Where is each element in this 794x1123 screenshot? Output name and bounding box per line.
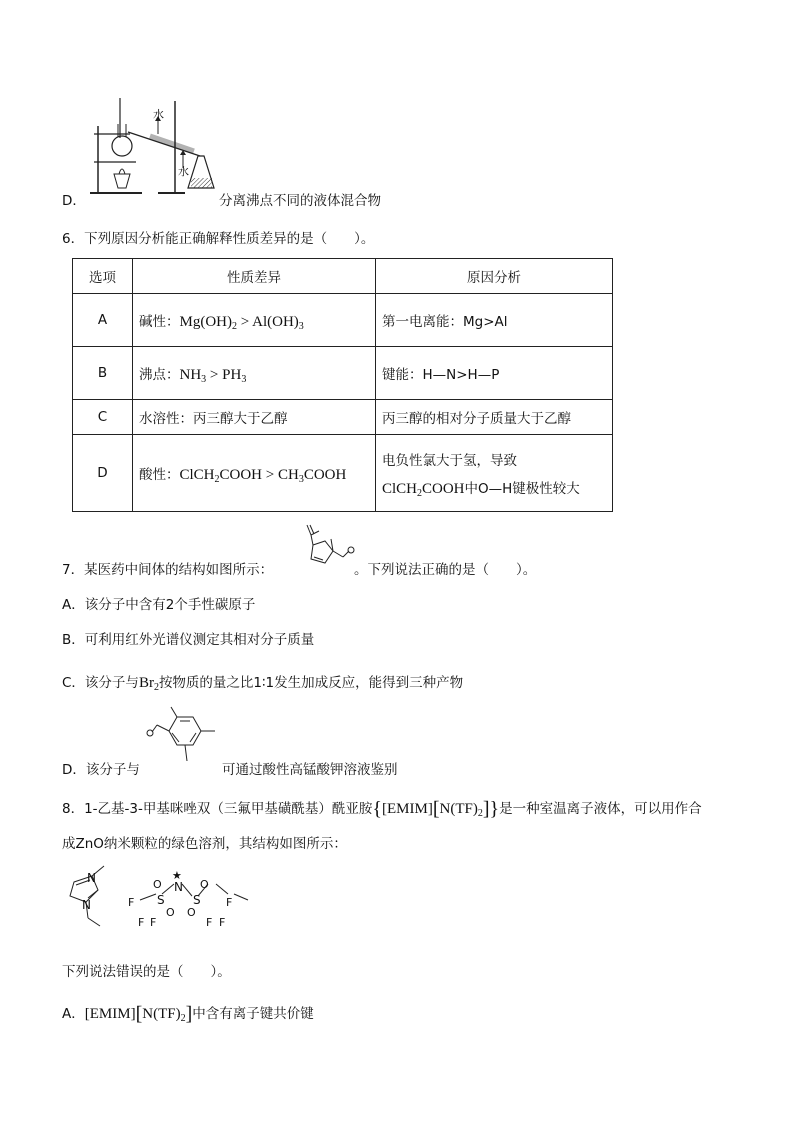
q8-option-a: A．$[EMIM][N(TF)_2]$中含有离子键共价键 — [62, 1003, 314, 1025]
row-reason: 丙三醇的相对分子质量大于乙醇 — [376, 400, 613, 435]
row-option: C — [73, 400, 133, 435]
q7-option-b: B．可利用红外光谱仪测定其相对分子质量 — [62, 632, 315, 648]
table-row — [73, 294, 613, 347]
anion-f2: F — [138, 916, 145, 929]
q8-stem-line2: 成ZnO纳米颗粒的绿色溶剂，其结构如图所示： — [62, 836, 347, 852]
q6-table — [72, 258, 613, 512]
anion-n: N — [174, 880, 183, 894]
anion-s-left: S — [157, 893, 165, 907]
table-row — [73, 347, 613, 400]
q7-structure-diagram — [293, 523, 353, 571]
q7-stem-before: 7．某医药中间体的结构如图所示： — [62, 562, 274, 578]
q8-question: 下列说法错误的是（ ）。 — [62, 964, 231, 980]
row-property: 酸性：ClCH$_2$COOH > $CH_3COOH$ — [133, 435, 376, 512]
header-property: 性质差异 — [133, 259, 376, 294]
q7-option-d-after: 可通过酸性高锰酸钾溶液鉴别 — [222, 762, 398, 778]
anion-o4: O — [187, 906, 196, 919]
row-property: 沸点：$NH_3 > PH_3$ — [133, 347, 376, 400]
q5-option-d-text: 分离沸点不同的液体混合物 — [219, 193, 381, 209]
table-row — [73, 435, 613, 512]
anion-star: ★ — [172, 869, 182, 882]
header-reason: 原因分析 — [376, 259, 613, 294]
anion-s-right: S — [193, 893, 201, 907]
q7-option-d-before: D．该分子与 — [62, 762, 140, 778]
row-option: D — [73, 435, 133, 512]
anion-f3: F — [150, 916, 157, 929]
row-property: 碱性：$Mg(OH)_2 > Al(OH)_3$ — [133, 294, 376, 347]
anion-f4: F — [226, 896, 233, 909]
q6-stem: 6．下列原因分析能正确解释性质差异的是（ ）。 — [62, 231, 375, 247]
table-row — [73, 400, 613, 435]
anion-f1: F — [128, 896, 135, 909]
q7-option-d-structure — [145, 705, 225, 767]
cation-n2: N — [82, 898, 91, 912]
header-option: 选项 — [73, 259, 133, 294]
anion-o1: O — [153, 878, 162, 891]
row-property: 水溶性：丙三醇大于乙醇 — [133, 400, 376, 435]
q5-option-d-label: D． — [62, 193, 86, 209]
anion-f5: F — [206, 916, 213, 929]
q7-option-c: C．该分子与$Br_2$按物质的量之比1∶1发生加成反应，能得到三种产物 — [62, 675, 464, 693]
table-header-row — [73, 259, 613, 294]
q7-stem-after: 。下列说法正确的是（ ）。 — [354, 562, 537, 578]
row-reason: 电负性氯大于氢，导致 ClCH$_2$COOH中O—H键极性较大 — [376, 435, 613, 512]
row-reason: 键能：H—N>H—P — [376, 347, 613, 400]
row-option: B — [73, 347, 133, 400]
anion-f6: F — [219, 916, 226, 929]
anion-o2: O — [166, 906, 175, 919]
water-label-bottom: 水 — [178, 165, 189, 178]
water-label-top: 水 — [153, 108, 164, 121]
q8-stem-line1: 8．1-乙基-3-甲基咪唑双（三氟甲基磺酰基）酰亚胺$\{[EMIM][N(TF)_2]\}$是一种室温离子液体，可以用作合 — [62, 798, 702, 820]
row-option: A — [73, 294, 133, 347]
q7-option-a: A．该分子中含有2个手性碳原子 — [62, 597, 256, 613]
anion-o3: O — [200, 878, 209, 891]
cation-n1: N — [87, 871, 96, 885]
row-reason: 第一电离能：Mg>Al — [376, 294, 613, 347]
